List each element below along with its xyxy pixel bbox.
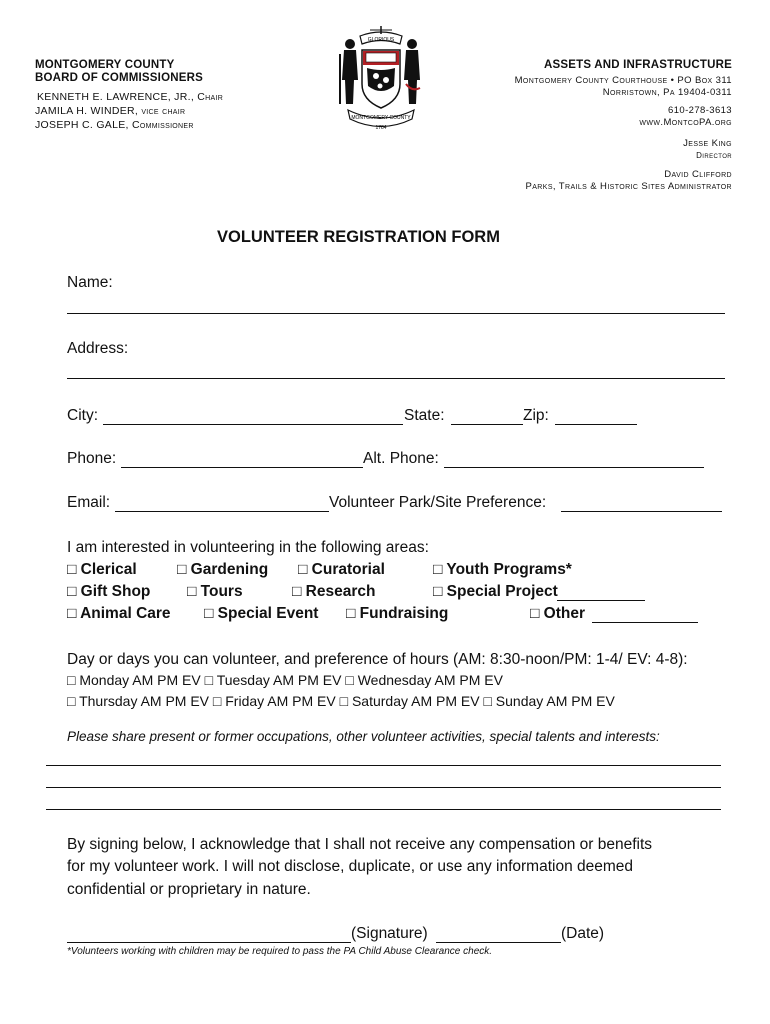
interest-tours[interactable]: □ Tours xyxy=(187,583,243,600)
director-name: Jesse King xyxy=(683,138,732,149)
share-line-1[interactable] xyxy=(46,765,721,766)
share-line-2[interactable] xyxy=(46,787,721,788)
interest-fundraising[interactable]: □ Fundraising xyxy=(346,605,449,622)
interest-special-project[interactable]: □ Special Project xyxy=(433,583,558,600)
date-label: (Date) xyxy=(561,925,605,942)
form-title: VOLUNTEER REGISTRATION FORM xyxy=(217,228,500,246)
acknowledgement-line-3: confidential or proprietary in nature. xyxy=(67,881,311,898)
seal-bottom-text: MONTGOMERY COUNTY xyxy=(351,115,411,121)
address-label: Address: xyxy=(67,340,129,357)
interest-intro: I am interested in volunteering in the following areas: xyxy=(67,539,429,556)
department-name: ASSETS AND INFRASTRUCTURE xyxy=(544,59,732,71)
county-seal xyxy=(336,24,426,134)
interest-curatorial[interactable]: □ Curatorial xyxy=(298,561,385,578)
acknowledgement-line-1: By signing below, I acknowledge that I shall not receive any compensation or benefits xyxy=(67,836,653,853)
interest-other[interactable]: □ Other xyxy=(530,605,586,622)
city-label: City: xyxy=(67,407,98,424)
seal-year: 1784 xyxy=(375,125,387,131)
email-field[interactable] xyxy=(115,511,329,512)
state-field[interactable] xyxy=(451,424,523,425)
city-field[interactable] xyxy=(103,424,403,425)
name-field[interactable] xyxy=(67,313,725,314)
commissioner-3: JOSEPH C. GALE, Commissioner xyxy=(35,119,194,131)
phone-number: 610-278-3613 xyxy=(668,105,732,116)
administrator-title: Parks, Trails & Historic Sites Administrator xyxy=(525,181,732,192)
days-options-row-2[interactable]: □ Thursday AM PM EV □ Friday AM PM EV □ Saturday AM PM EV □ Sunday AM PM EV xyxy=(67,693,615,709)
commissioner-1: KENNETH E. LAWRENCE, JR., Chair xyxy=(37,91,224,103)
other-field[interactable] xyxy=(592,622,698,623)
address-field[interactable] xyxy=(67,378,725,379)
name-label: Name: xyxy=(67,274,113,291)
signature-field[interactable] xyxy=(67,942,351,943)
website: www.MontcoPA.org xyxy=(639,117,732,128)
share-prompt: Please share present or former occupations, other volunteer activities, special talents and interests: xyxy=(67,729,660,744)
days-intro: Day or days you can volunteer, and preference of hours (AM: 8:30-noon/PM: 1-4/ EV: 4-8): xyxy=(67,651,688,668)
county-name: MONTGOMERY COUNTY xyxy=(35,59,175,71)
date-field[interactable] xyxy=(436,942,561,943)
zip-label: Zip: xyxy=(523,407,549,424)
special-project-field[interactable] xyxy=(557,600,645,601)
share-line-3[interactable] xyxy=(46,809,721,810)
administrator-name: David Clifford xyxy=(664,169,732,180)
preference-label: Volunteer Park/Site Preference: xyxy=(329,494,547,511)
state-label: State: xyxy=(404,407,445,424)
director-title: Director xyxy=(696,151,732,160)
interest-special-event[interactable]: □ Special Event xyxy=(204,605,319,622)
interest-clerical[interactable]: □ Clerical xyxy=(67,561,137,578)
interest-gift-shop[interactable]: □ Gift Shop xyxy=(67,583,151,600)
signature-label: (Signature) xyxy=(351,925,428,942)
interest-gardening[interactable]: □ Gardening xyxy=(177,561,269,578)
commissioner-2: JAMILA H. WINDER, vice chair xyxy=(35,105,186,117)
zip-field[interactable] xyxy=(555,424,637,425)
board-name: BOARD OF COMMISSIONERS xyxy=(35,72,203,84)
email-label: Email: xyxy=(67,494,111,511)
interest-research[interactable]: □ Research xyxy=(292,583,376,600)
interest-youth-programs[interactable]: □ Youth Programs* xyxy=(433,561,572,578)
alt-phone-label: Alt. Phone: xyxy=(363,450,439,467)
alt-phone-field[interactable] xyxy=(444,467,704,468)
clearance-footnote: *Volunteers working with children may be required to pass the PA Child Abuse Clearance check. xyxy=(67,946,493,957)
days-options-row-1[interactable]: □ Monday AM PM EV □ Tuesday AM PM EV □ Wednesday AM PM EV xyxy=(67,672,503,688)
phone-label: Phone: xyxy=(67,450,117,467)
address-line-1: Montgomery County Courthouse • PO Box 311 xyxy=(514,75,732,86)
acknowledgement-line-2: for my volunteer work. I will not disclose, duplicate, or use any information deemed xyxy=(67,858,634,875)
preference-field[interactable] xyxy=(561,511,722,512)
seal-top-text: GLORIOUS xyxy=(367,37,395,43)
address-line-2: Norristown, Pa 19404-0311 xyxy=(602,87,732,98)
interest-animal-care[interactable]: □ Animal Care xyxy=(67,605,171,622)
phone-field[interactable] xyxy=(121,467,363,468)
